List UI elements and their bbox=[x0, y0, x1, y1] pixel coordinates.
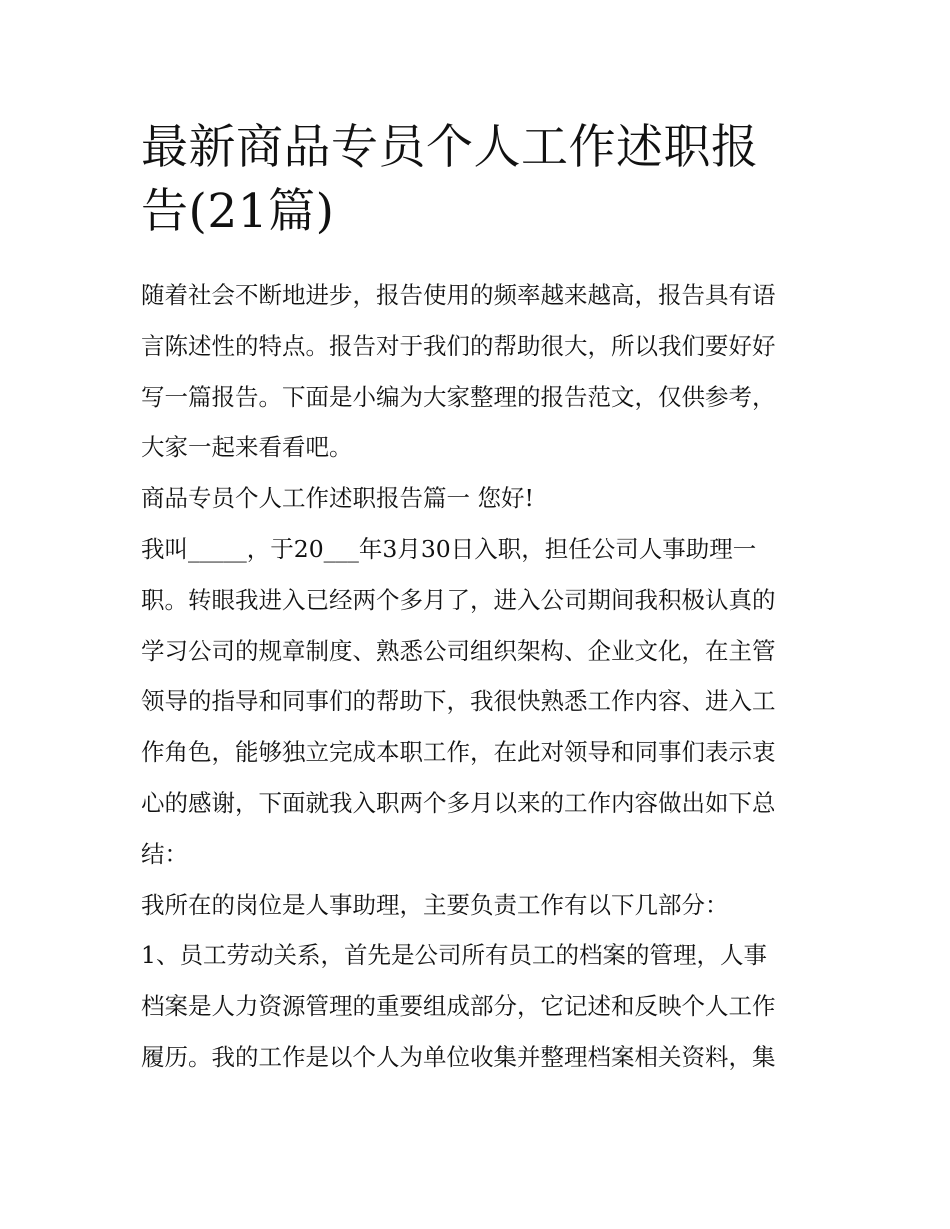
text-line: 1、员工劳动关系，首先是公司所有员工的档案的管理，人事 bbox=[141, 941, 767, 970]
text-line: 写一篇报告。下面是小编为大家整理的报告范文，仅供参考， bbox=[141, 382, 776, 411]
text-line: 言陈述性的特点。报告对于我们的帮助很大，所以我们要好好 bbox=[141, 331, 776, 360]
text-line: 领导的指导和同事们的帮助下，我很快熟悉工作内容、进入工 bbox=[141, 687, 776, 716]
text-line: 职。转眼我进入已经两个多月了，进入公司期间我积极认真的 bbox=[141, 585, 776, 614]
title-line: 最新商品专员个人工作述职报 bbox=[141, 120, 759, 175]
document-body bbox=[141, 270, 813, 1083]
text-line: 学习公司的规章制度、熟悉公司组织架构、企业文化，在主管 bbox=[141, 636, 776, 665]
document-title bbox=[141, 116, 813, 244]
section-heading-line: 商品专员个人工作述职报告篇一 您好! bbox=[141, 484, 534, 513]
text-line: 作角色，能够独立完成本职工作，在此对领导和同事们表示衷 bbox=[141, 738, 776, 767]
text-line: 心的感谢，下面就我入职两个多月以来的工作内容做出如下总 bbox=[141, 788, 776, 817]
text-line: 结： bbox=[141, 839, 188, 868]
text-line: 我所在的岗位是人事助理，主要负责工作有以下几部分： bbox=[141, 890, 729, 919]
text-line: 履历。我的工作是以个人为单位收集并整理档案相关资料，集 bbox=[141, 1042, 776, 1071]
text-line: 档案是人力资源管理的重要组成部分，它记述和反映个人工作 bbox=[141, 992, 776, 1021]
text-line: 随着社会不断地进步，报告使用的频率越来越高，报告具有语 bbox=[141, 281, 776, 309]
text-line: 我叫_____，于20___年3月30日入职，担任公司人事助理一 bbox=[141, 534, 757, 563]
document-content bbox=[141, 116, 813, 1083]
title-line: 告(21篇) bbox=[141, 184, 335, 239]
text-line: 大家一起来看看吧。 bbox=[141, 433, 353, 462]
